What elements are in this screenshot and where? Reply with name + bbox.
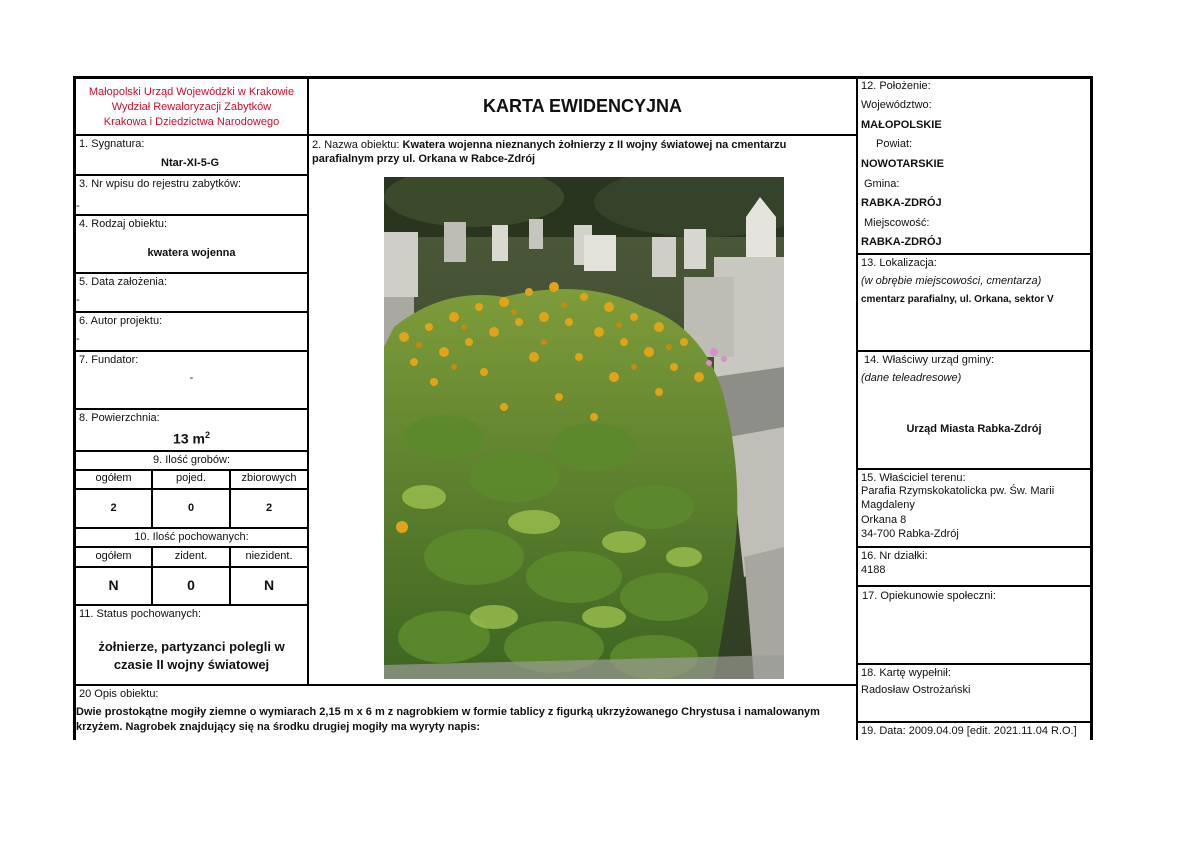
area-value xyxy=(76,430,307,447)
field-value: Radosław Ostrożański xyxy=(861,684,971,696)
field-label: 20 Opis obiektu: xyxy=(79,688,159,700)
field-wypelnil xyxy=(858,665,1090,721)
field-value: - xyxy=(76,200,80,212)
field-label: 12. Położenie: xyxy=(861,80,931,92)
office-line: Wydział Rewaloryzacji Zabytków xyxy=(111,101,272,113)
table-cell: 0 xyxy=(187,577,195,593)
field-value: cmentarz parafialny, ul. Orkana, sektor V xyxy=(861,294,1054,305)
field-opis xyxy=(76,686,856,740)
divider xyxy=(73,566,309,568)
field-label: 9. Ilość grobów: xyxy=(152,454,231,466)
field-value: czasie II wojny światowej xyxy=(113,657,270,672)
field-opiekunowie xyxy=(858,587,1090,663)
field-rodzaj xyxy=(76,216,307,272)
sub-label: Miejscowość: xyxy=(864,217,930,229)
office-line: Krakowa i Dziedzictwa Narodowego xyxy=(103,116,280,128)
field-nr-wpisu xyxy=(76,176,307,214)
field-value: krzyżem. Nagrobek znajdujący się na środku drugiej mogiły ma wyryty napis: xyxy=(76,721,481,733)
field-value: Magdaleny xyxy=(861,499,915,511)
field-value: Urząd Miasta Rabka-Zdrój xyxy=(906,423,1042,435)
office-header xyxy=(76,79,307,134)
table-graves-caption xyxy=(76,452,307,469)
field-value: żołnierze, partyzanci polegli w xyxy=(98,639,285,654)
field-status xyxy=(76,606,307,684)
field-value: - xyxy=(76,333,80,345)
field-label: 3. Nr wpisu do rejestru zabytków: xyxy=(79,178,242,190)
table-header: pojed. xyxy=(176,472,206,484)
field-label: 10. Ilość pochowanych: xyxy=(134,531,249,543)
field-value: RABKA-ZDRÓJ xyxy=(861,197,942,209)
field-dzialka xyxy=(858,548,1090,585)
field-label: 17. Opiekunowie społeczni: xyxy=(862,590,996,602)
field-nazwa xyxy=(309,136,856,176)
field-label: 5. Data założenia: xyxy=(79,276,168,288)
table-buried-caption xyxy=(76,529,307,546)
field-hint: (w obrębie miejscowości, cmentarza) xyxy=(861,275,1042,287)
field-value: NOWOTARSKIE xyxy=(861,158,944,170)
sub-label: Gmina: xyxy=(864,178,900,190)
sub-label: Powiat: xyxy=(876,138,913,150)
field-label: 13. Lokalizacja: xyxy=(861,257,937,269)
field-label: 4. Rodzaj obiektu: xyxy=(79,218,168,230)
table-cell: 0 xyxy=(187,502,195,514)
table-cell: N xyxy=(108,577,119,593)
field-value: MAŁOPOLSKIE xyxy=(861,119,942,131)
grave-photo-illustration xyxy=(384,177,784,679)
field-autor xyxy=(76,313,307,350)
field-label: 7. Fundator: xyxy=(79,354,139,366)
field-value: - xyxy=(189,372,194,384)
field-value: kwatera wojenna xyxy=(147,247,236,259)
table-cell: 2 xyxy=(265,502,273,514)
field-label: 14. Właściwy urząd gminy: xyxy=(864,354,995,366)
field-value: RABKA-ZDRÓJ xyxy=(861,236,942,248)
field-value: Orkana 8 xyxy=(861,514,907,526)
field-value: parafialnym przy ul. Orkana w Rabce-Zdrój xyxy=(312,153,536,165)
table-header: zident. xyxy=(174,550,208,562)
area-number: 13 m xyxy=(173,430,205,447)
field-powierzchnia xyxy=(76,410,307,450)
table-header: zbiorowych xyxy=(241,472,297,484)
sub-label: Województwo: xyxy=(861,99,932,111)
field-nazwa-line1 xyxy=(312,138,786,152)
field-polozenie xyxy=(858,79,1090,253)
field-hint: (dane teleadresowe) xyxy=(861,372,962,384)
field-label: 6. Autor projektu: xyxy=(79,315,163,327)
field-label: 16. Nr działki: xyxy=(861,550,928,562)
divider xyxy=(73,546,309,548)
field-value: Dwie prostokątne mogiły ziemne o wymiarach 2,15 m x 6 m z nagrobkiem w formie tablicy z figurką ukrzyżowanego Chrystusa i namalowanym xyxy=(76,706,820,718)
field-value: Ntar-XI-5-G xyxy=(161,157,220,169)
field-value: 4188 xyxy=(861,564,886,576)
field-value: - xyxy=(76,294,80,306)
divider xyxy=(73,488,309,490)
field-value: Parafia Rzymskokatolicka pw. Św. Marii xyxy=(861,485,1055,497)
field-label: 11. Status pochowanych: xyxy=(79,608,202,620)
field-urzad xyxy=(858,352,1090,468)
field-data xyxy=(858,723,1090,740)
card-title: KARTA EWIDENCYJNA xyxy=(482,96,682,116)
field-wlasciciel xyxy=(858,470,1090,546)
field-data-zalozenia xyxy=(76,274,307,311)
table-header: ogółem xyxy=(95,550,132,562)
field-value: Kwatera wojenna nieznanych żołnierzy z II wojny światowej na cmentarzu xyxy=(402,139,787,151)
table-cell: N xyxy=(263,577,275,593)
area-unit-exponent: 2 xyxy=(204,430,210,440)
field-value: 34-700 Rabka-Zdrój xyxy=(861,528,959,540)
divider xyxy=(73,469,309,471)
field-label: 15. Właściciel terenu: xyxy=(861,472,966,484)
field-label: 19. Data: 2009.04.09 [edit. 2021.11.04 R.O.] xyxy=(861,725,1077,737)
table-header: niezident. xyxy=(245,550,293,562)
field-label: 18. Kartę wypełnił: xyxy=(861,667,951,679)
field-label: 1. Sygnatura: xyxy=(79,138,145,150)
field-label: 2. Nazwa obiektu: xyxy=(312,139,400,151)
field-sygnatura xyxy=(76,136,307,174)
card-title-cell xyxy=(309,79,856,134)
table-header: ogółem xyxy=(95,472,132,484)
field-fundator xyxy=(76,352,307,408)
office-line: Małopolski Urząd Wojewódzki w Krakowie xyxy=(88,86,295,98)
table-cell: 2 xyxy=(110,502,117,514)
field-lokalizacja xyxy=(858,255,1090,350)
grave-photo xyxy=(384,177,784,679)
field-label: 8. Powierzchnia: xyxy=(79,412,160,424)
